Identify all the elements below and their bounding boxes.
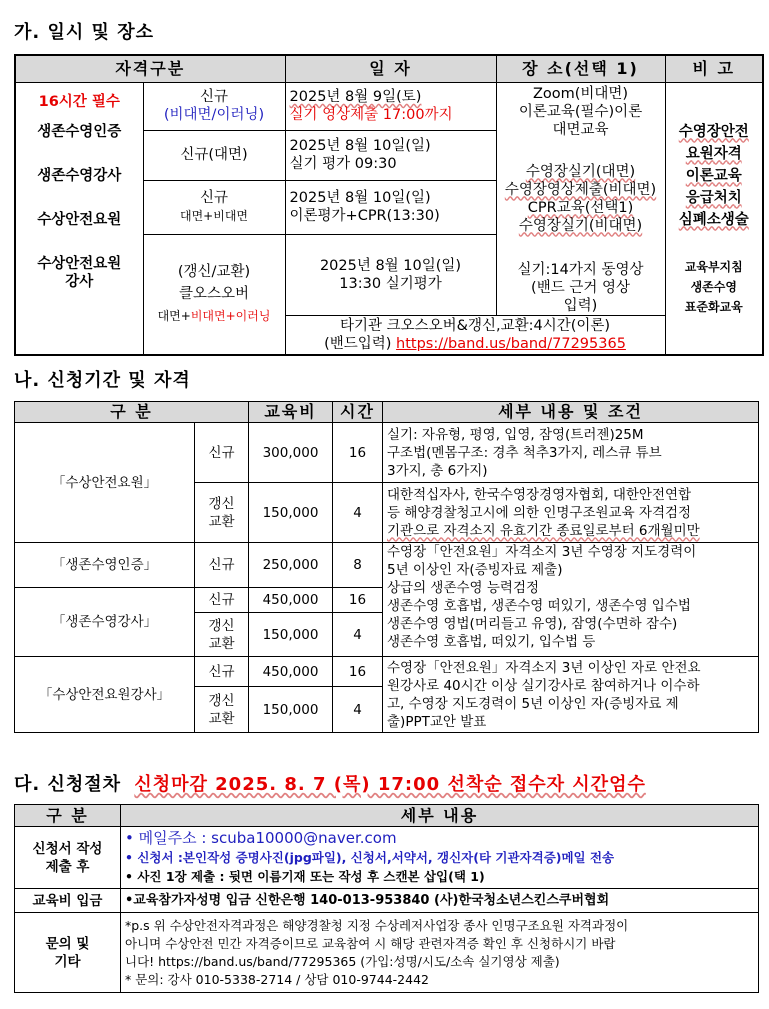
type-mid-label: 클오스오버 (178, 286, 250, 303)
label-line: 문의 및 (45, 935, 90, 952)
place-line: 수영장실기(대면) (525, 163, 636, 180)
label-lifeguard: 수상안전요원 (37, 211, 122, 228)
row-application-label (15, 827, 121, 889)
email-line[interactable]: • 메일주소 : scuba10000@naver.com (125, 829, 397, 847)
type-new-offline: 신규(대면) (143, 130, 285, 180)
group-lifeguard-instructor: 「수상안전요원강사」 (15, 657, 195, 733)
band-link[interactable]: https://band.us/band/77295365 (396, 335, 626, 352)
fee-cell: 450,000 (249, 657, 333, 687)
kind-cell: 갱신 교환 (195, 613, 249, 657)
notice-line: 아니며 수상안전 민간 자격증이므로 교육참여 시 해당 관련자격증 확인 후 신청하시기 바랍 (125, 935, 616, 951)
detail-line: 원강사로 40시간 이상 실기강사로 참여하거나 이수하 (387, 677, 700, 694)
header-qualification: 자격구분 (15, 55, 285, 82)
detail-line: 생존수영 호흡법, 생존수영 떠있기, 생존수영 입수법 (387, 598, 691, 614)
qualification-list (15, 82, 143, 355)
remark-line: 응급처치 (685, 189, 742, 206)
row-application-content (121, 827, 759, 889)
label-line: 기타 (54, 953, 81, 970)
detail-line: 기관으로 자격소지 유효기간 종료일로부터 6개월미만 (387, 522, 700, 539)
type-sub-label: 대면+비대면 (180, 209, 249, 223)
group-lifeguard: 「수상안전요원」 (15, 423, 195, 543)
type-sub-a: 대면+ (157, 309, 191, 324)
detail-line: 생존수영 호흡법, 떠있기, 입수법 등 (387, 634, 596, 650)
detail-line: 3가지, 총 6가지) (387, 462, 488, 479)
place-line: 수영장실기(비대면) (518, 217, 643, 234)
section-heading-procedure (14, 770, 646, 796)
type-sub-label: (비대면/이러닝) (163, 107, 265, 123)
header-procedure-category: 구 분 (15, 805, 121, 827)
group-survival-cert: 「생존수영인증」 (15, 543, 195, 588)
date-cell-4 (285, 234, 496, 315)
detail-line: 5년 이상인 자(증빙자료 제출) (387, 562, 563, 578)
kind-cell: 신규 (195, 588, 249, 613)
hours-cell: 4 (333, 613, 383, 657)
place-line: 입력) (563, 297, 598, 314)
place-line: 이론교육(필수)이론 (518, 103, 643, 120)
remark-block-1 (670, 121, 759, 231)
remark-line: 수영장안전 (678, 123, 749, 140)
date-text: 2025년 8월 10일(일) (319, 257, 462, 274)
kind-cell: 신규 (195, 543, 249, 588)
header-remark: 비 고 (665, 55, 763, 82)
hours-cell: 16 (333, 588, 383, 613)
deadline-notice: 신청마감 2025. 8. 7 (목) 17:00 선착순 접수자 시간엄수 (134, 774, 646, 795)
date-sub-text: 13:30 실기평가 (339, 275, 442, 292)
detail-line: 대한적십자사, 한국수영장경영자협회, 대한안전연합 (387, 486, 692, 503)
date-cell-3 (285, 180, 496, 234)
type-sub-b: 비대면+이러닝 (190, 309, 271, 324)
section-heading-schedule: 가. 일시 및 장소 (14, 22, 154, 43)
band-input-label: (밴드입력) (324, 335, 392, 352)
place-block-2 (501, 163, 661, 235)
hours-cell: 4 (333, 687, 383, 733)
procedure-table (14, 804, 759, 993)
section-heading-period: 나. 신청기간 및 자격 (14, 370, 191, 391)
notice-line: *p.s 위 수상안전자격과정은 해양경찰청 지정 수상레저사업장 종사 인명구조요원 자격과정이 (125, 917, 629, 933)
date-cell-1 (285, 82, 496, 130)
row-payment-content: •교육참가자성명 입금 신한은행 140-013-953840 (사)한국청소년스킨스쿠버협회 (121, 889, 759, 913)
type-renewal (143, 234, 285, 355)
band-text: 타기관 크오스오버&갱신,교환:4시간(이론) (339, 317, 611, 334)
header-date: 일 자 (285, 55, 496, 82)
fee-cell: 300,000 (249, 423, 333, 483)
place-block-3 (501, 261, 661, 315)
date-text: 2025년 8월 9일(토) (289, 89, 422, 105)
date-text: 2025년 8월 10일(일) (289, 138, 431, 154)
type-label: (갱신/교환) (177, 264, 251, 281)
fee-cell: 250,000 (249, 543, 333, 588)
kind-cell: 갱신 교환 (195, 483, 249, 543)
hours-cell: 16 (333, 423, 383, 483)
hours-cell: 16 (333, 657, 383, 687)
place-line: 대면교육 (552, 121, 609, 138)
application-form-line: • 신청서 :본인작성 증명사진(jpg파일), 신청서,서약서, 갱신자(타 기관자격증)메일 전송 (125, 850, 615, 865)
detail-line: 수영장「안전요원」자격소지 3년 이상인 자로 안전요 (387, 659, 701, 676)
contact-line: * 문의: 강사 010-5338-2714 / 상담 010-9744-2442 (125, 971, 429, 987)
remark-line: 요원자격 (685, 145, 742, 162)
schedule-table (14, 54, 764, 356)
label-lifeguard-instructor: 수상안전요원 강사 (37, 255, 122, 290)
group-survival-instructor: 「생존수영강사」 (15, 588, 195, 657)
remark-line: 교육부지침 (684, 259, 743, 274)
detail-line: 구조법(멘몸구조: 경추 척추3가지, 레스큐 튜브 (387, 444, 662, 461)
qualification-table (14, 401, 759, 733)
photo-line: • 사진 1장 제출 : 뒷면 이름기재 또는 작성 후 스캔본 삽입(택 1) (125, 869, 485, 884)
header-hours: 시간 (333, 402, 383, 423)
date-sub-text: 실기 영상제출 17:00까지 (289, 107, 453, 123)
detail-cell-4 (383, 657, 759, 733)
header-details: 세부 내용 및 조건 (383, 402, 759, 423)
fee-cell: 150,000 (249, 687, 333, 733)
type-label: 신규 (200, 190, 229, 206)
date-sub-text: 이론평가+CPR(13:30) (289, 208, 440, 224)
detail-cell-1 (383, 423, 759, 483)
header-place: 장 소(선택 1) (496, 55, 665, 82)
header-fee: 교육비 (249, 402, 333, 423)
hours-cell: 8 (333, 543, 383, 588)
remark-line: 생존수영 (690, 279, 737, 294)
row-inquiry-label (15, 913, 121, 993)
kind-cell: 신규 (195, 423, 249, 483)
detail-cell-3 (383, 543, 759, 657)
fee-cell: 150,000 (249, 483, 333, 543)
date-sub-text: 실기 평가 09:30 (289, 156, 397, 172)
label-survival-swim-cert: 생존수영인증 (37, 123, 122, 140)
place-cell (496, 82, 665, 315)
kind-cell: 신규 (195, 657, 249, 687)
remark-line: 표준화교육 (684, 299, 743, 314)
detail-line: 상급의 생존수영 능력검정 (387, 580, 540, 596)
date-cell-2 (285, 130, 496, 180)
place-block-1 (501, 85, 661, 139)
row-payment-label: 교육비 입금 (15, 889, 121, 913)
date-text: 2025년 8월 10일(일) (289, 190, 431, 206)
detail-line: 수영장「안전요원」자격소지 3년 수영장 지도경력이 (387, 544, 697, 560)
procedure-title: 다. 신청절차 (14, 774, 122, 795)
header-procedure-details: 세부 내용 (121, 805, 759, 827)
kind-cell: 갱신 교환 (195, 687, 249, 733)
detail-line: 고, 수영장 지도경력이 5년 이상인 자(증빙자료 제 (387, 695, 679, 712)
band-cell (285, 315, 665, 355)
row-inquiry-content (121, 913, 759, 993)
place-line: CPR교육(선택1) (527, 199, 634, 216)
detail-line: 등 해양경찰청고시에 의한 인명구조원교육 자격검정 (387, 504, 692, 521)
detail-line: 생존수영 영법(머리들고 유영), 잠영(수면하 잠수) (387, 616, 678, 632)
notice-link-line[interactable]: 니다! https://band.us/band/77295365 (가입:성명/시도/소속 실기영상 제출) (125, 953, 560, 969)
place-line: (밴드 근거 영상 (531, 279, 630, 296)
type-new-online (143, 82, 285, 130)
label-line: 제출 후 (45, 858, 90, 875)
detail-cell-2 (383, 483, 759, 543)
detail-line: 실기: 자유형, 평영, 입영, 잠영(트러젠)25M (387, 426, 644, 443)
label-16h-required: 16시간 필수 (38, 93, 120, 110)
hours-cell: 4 (333, 483, 383, 543)
fee-cell: 150,000 (249, 613, 333, 657)
remark-line: 이론교육 (685, 167, 742, 184)
label-survival-swim-instructor: 생존수영강사 (37, 167, 122, 184)
remark-cell (665, 82, 763, 355)
place-line: Zoom(비대면) (532, 85, 629, 102)
place-line: 실기:14가지 동영상 (517, 261, 644, 278)
place-line: 수영장영상제출(비대면) (504, 181, 657, 198)
type-label: 신규 (200, 89, 229, 105)
header-category: 구 분 (15, 402, 249, 423)
detail-line: 출)PPT교안 발표 (387, 713, 487, 730)
remark-line: 심폐소생술 (678, 211, 749, 228)
type-new-blended (143, 180, 285, 234)
label-line: 신청서 작성 (32, 840, 103, 857)
remark-block-2 (670, 257, 759, 317)
fee-cell: 450,000 (249, 588, 333, 613)
